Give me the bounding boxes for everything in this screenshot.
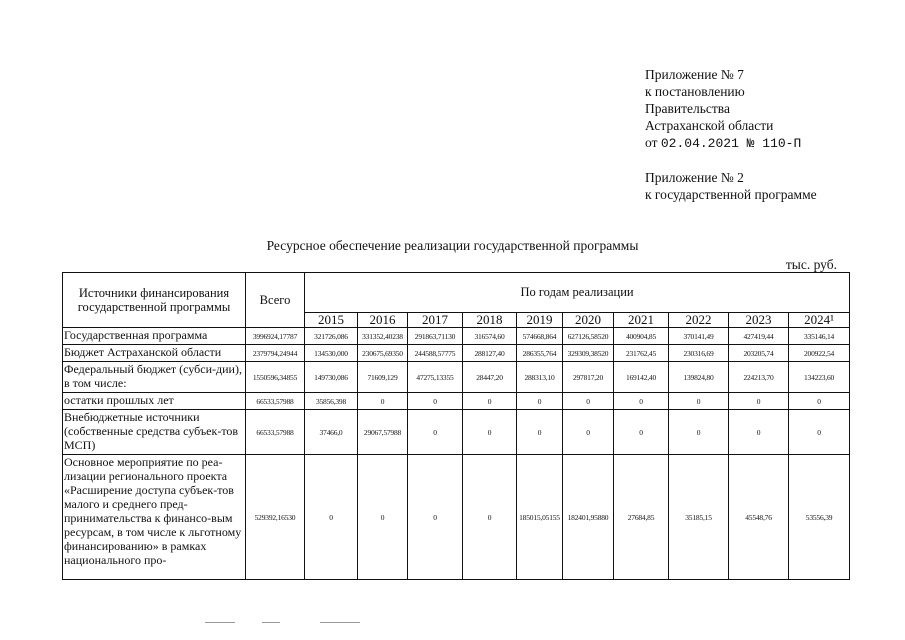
year-value-cell: 37466,0	[305, 410, 358, 455]
year-header: 2015	[305, 313, 358, 328]
year-value-cell: 230316,69	[669, 345, 729, 362]
year-value-cell: 627126,58520	[563, 328, 614, 345]
table-row	[63, 328, 850, 345]
year-value-cell: 27684,85	[614, 455, 669, 580]
year-value-cell: 291863,71130	[408, 328, 463, 345]
year-value-cell: 0	[789, 393, 850, 410]
appendix-number: Приложение № 7	[645, 67, 744, 82]
year-value-cell: 0	[408, 455, 463, 580]
year-value-cell: 0	[305, 455, 358, 580]
year-value-cell: 0	[408, 393, 463, 410]
year-value-cell: 0	[669, 410, 729, 455]
units-label: тыс. руб.	[785, 257, 837, 272]
table-body	[63, 328, 850, 580]
year-value-cell: 71609,129	[358, 362, 408, 393]
year-value-cell: 45548,76	[729, 455, 789, 580]
year-value-cell: 0	[408, 410, 463, 455]
resolution-date-number: 02.04.2021 № 110-П	[660, 136, 802, 151]
table-row	[63, 410, 850, 455]
year-value-cell: 139824,80	[669, 362, 729, 393]
year-value-cell: 0	[729, 393, 789, 410]
year-value-cell: 0	[614, 410, 669, 455]
year-header: 2024¹	[789, 313, 850, 328]
year-header: 2016	[358, 313, 408, 328]
appendix2-number: Приложение № 2	[645, 170, 744, 185]
year-header: 2023	[729, 313, 789, 328]
year-value-cell: 224213,70	[729, 362, 789, 393]
year-value-cell: 0	[358, 455, 408, 580]
year-value-cell: 335146,14	[789, 328, 850, 345]
document-title: Ресурсное обеспечение реализации государственной программы	[266, 238, 639, 253]
year-value-cell: 169142,40	[614, 362, 669, 393]
to-program-line: к государственной программе	[645, 187, 817, 202]
table-row	[63, 455, 850, 580]
year-value-cell: 574668,864	[517, 328, 563, 345]
year-value-cell: 0	[669, 393, 729, 410]
year-value-cell: 0	[563, 393, 614, 410]
year-value-cell: 288127,40	[463, 345, 517, 362]
row-total: 2379794,24944	[246, 345, 305, 362]
year-value-cell: 149730,086	[305, 362, 358, 393]
year-value-cell: 29067,57988	[358, 410, 408, 455]
row-total: 3996924,17787	[246, 328, 305, 345]
row-total: 66533,57988	[246, 410, 305, 455]
year-value-cell: 321726,086	[305, 328, 358, 345]
year-value-cell: 47275,13355	[408, 362, 463, 393]
date-line	[645, 134, 817, 152]
row-label: Основное мероприятие по реа-лизации регионального проекта «Расширение доступа субъек-тов малого и среднего пред-принимательства к финансо-вым ресурсам, в том числе к льготному финансированию» в рамках национального про-	[63, 455, 246, 580]
row-label: Федеральный бюджет (субси-дии), в том числе:	[63, 362, 246, 393]
year-value-cell: 286355,764	[517, 345, 563, 362]
year-header: 2022	[669, 313, 729, 328]
year-value-cell: 134530,000	[305, 345, 358, 362]
government-line: Правительства	[645, 101, 730, 116]
year-value-cell: 0	[463, 393, 517, 410]
table-row	[63, 393, 850, 410]
row-label: Государственная программа	[63, 328, 246, 345]
year-value-cell: 297817,20	[563, 362, 614, 393]
year-value-cell: 200922,54	[789, 345, 850, 362]
year-value-cell: 182401,95880	[563, 455, 614, 580]
year-value-cell: 427419,44	[729, 328, 789, 345]
row-label: Бюджет Астраханской области	[63, 345, 246, 362]
year-header: 2020	[563, 313, 614, 328]
source-header: Источники финансирования государственной программы	[63, 273, 246, 328]
year-value-cell: 35185,15	[669, 455, 729, 580]
row-label: остатки прошлых лет	[63, 393, 246, 410]
appendix-header	[645, 66, 817, 203]
years-header: По годам реализации	[305, 273, 850, 313]
row-total: 1550596,34855	[246, 362, 305, 393]
row-total: 529392,16530	[246, 455, 305, 580]
scan-speck	[205, 622, 235, 623]
year-value-cell: 288313,10	[517, 362, 563, 393]
year-header: 2019	[517, 313, 563, 328]
year-value-cell: 331352,40238	[358, 328, 408, 345]
year-value-cell: 0	[563, 410, 614, 455]
year-value-cell: 230675,69350	[358, 345, 408, 362]
year-value-cell: 0	[517, 410, 563, 455]
year-value-cell: 53556,39	[789, 455, 850, 580]
resource-table	[62, 272, 850, 580]
year-value-cell: 203205,74	[729, 345, 789, 362]
year-value-cell: 0	[614, 393, 669, 410]
year-header: 2018	[463, 313, 517, 328]
year-value-cell: 329309,38520	[563, 345, 614, 362]
total-header: Всего	[246, 273, 305, 328]
year-value-cell: 231762,45	[614, 345, 669, 362]
row-label: Внебюджетные источники (собственные средства субъек-тов МСП)	[63, 410, 246, 455]
year-value-cell: 0	[463, 455, 517, 580]
year-value-cell: 185015,05155	[517, 455, 563, 580]
to-resolution-line: к постановлению	[645, 84, 745, 99]
year-value-cell: 28447,20	[463, 362, 517, 393]
year-value-cell: 316574,60	[463, 328, 517, 345]
year-value-cell: 400904,85	[614, 328, 669, 345]
year-header: 2021	[614, 313, 669, 328]
year-value-cell: 0	[789, 410, 850, 455]
row-total: 66533,57988	[246, 393, 305, 410]
year-value-cell: 370141,49	[669, 328, 729, 345]
year-header: 2017	[408, 313, 463, 328]
year-value-cell: 134223,60	[789, 362, 850, 393]
year-value-cell: 35856,398	[305, 393, 358, 410]
region-line: Астраханской области	[645, 118, 774, 133]
table-row	[63, 362, 850, 393]
year-value-cell: 0	[517, 393, 563, 410]
table-row	[63, 345, 850, 362]
year-value-cell: 0	[358, 393, 408, 410]
year-value-cell: 0	[729, 410, 789, 455]
scan-speck	[262, 622, 280, 623]
date-prefix: от	[645, 135, 658, 150]
year-value-cell: 0	[463, 410, 517, 455]
year-value-cell: 244588,57775	[408, 345, 463, 362]
scan-speck	[320, 622, 360, 623]
